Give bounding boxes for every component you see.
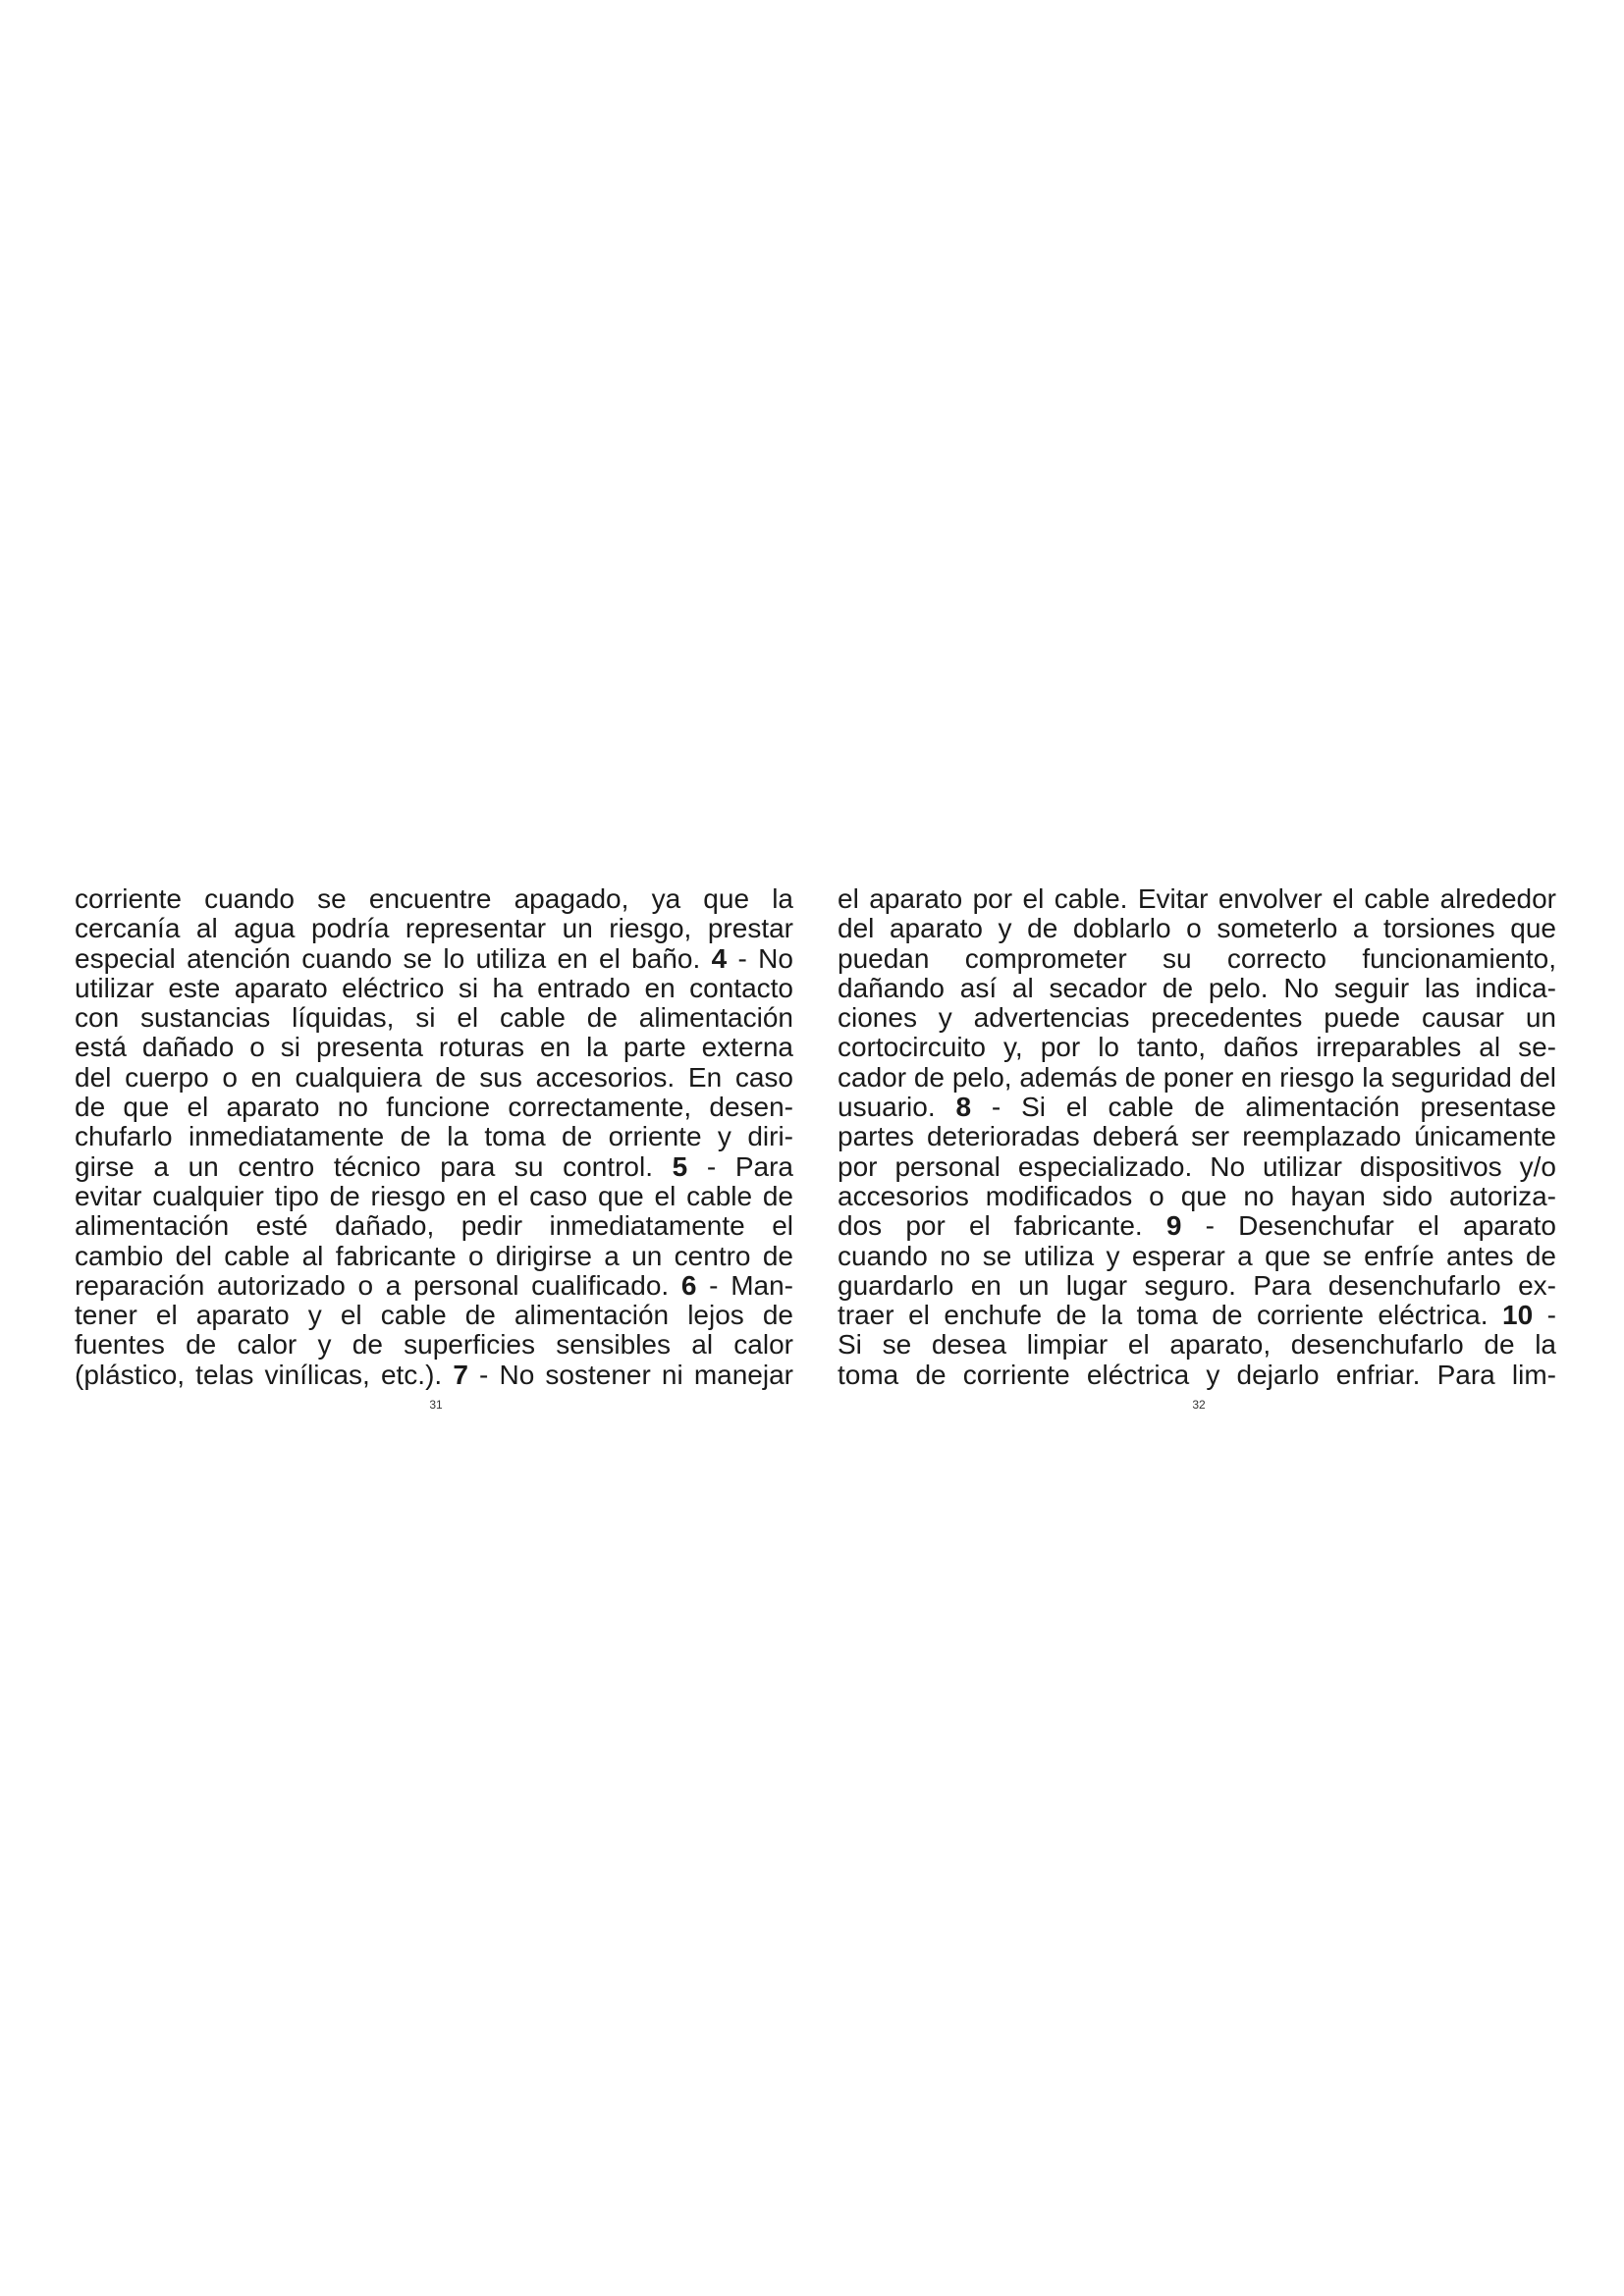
left-text-line: del cuerpo o en cualquiera de sus accesorios. En caso: [75, 1061, 793, 1093]
left-text-line: fuentes de calor y de superficies sensibles al calor: [75, 1329, 793, 1361]
right-text-line: por personal especializado. No utilizar dispositivos y/o: [838, 1150, 1556, 1182]
left-text-line: con sustancias líquidas, si el cable de alimentación: [75, 1002, 793, 1034]
right-text-line: accesorios modificados o que no hayan sido autoriza-: [838, 1180, 1556, 1211]
right-text-line: guardarlo en un lugar seguro. Para desenchufarlo ex-: [838, 1269, 1556, 1301]
right-text-line: el aparato por el cable. Evitar envolver el cable alrededor: [838, 883, 1556, 914]
left-text-line: cambio del cable al fabricante o dirigirse a un centro de: [75, 1240, 793, 1271]
right-text-line: dos por el fabricante. 9 - Desenchufar el aparato: [838, 1210, 1556, 1242]
item-number: 10: [1502, 1300, 1534, 1331]
right-text-line: Si se desea limpiar el aparato, desenchufarlo de la: [838, 1329, 1556, 1361]
left-text-line: de que el aparato no funcione correctamente, desen-: [75, 1092, 793, 1123]
right-text-line: del aparato y de doblarlo o someterlo a torsiones que: [838, 913, 1556, 944]
left-text-line: corriente cuando se encuentre apagado, ya que la: [75, 883, 793, 914]
page-number-left: 31: [429, 1398, 443, 1412]
left-text-line: evitar cualquier tipo de riesgo en el caso que el cable de: [75, 1180, 793, 1211]
right-page-text-block: [838, 884, 1556, 1390]
right-text-line: dañando así al secador de pelo. No seguir las indica-: [838, 972, 1556, 1003]
left-text-line: especial atención cuando se lo utiliza en el baño. 4 - No: [75, 942, 793, 974]
left-text-line: tener el aparato y el cable de alimentación lejos de: [75, 1300, 793, 1331]
item-number: 9: [1165, 1210, 1182, 1242]
right-text-line: cortocircuito y, por lo tanto, daños irreparables al se-: [838, 1032, 1556, 1063]
item-number: 4: [711, 942, 728, 974]
left-text-line: utilizar este aparato eléctrico si ha entrado en contacto: [75, 972, 793, 1003]
right-text-line: partes deterioradas deberá ser reemplazado únicamente: [838, 1121, 1556, 1152]
page-number-right: 32: [1192, 1398, 1206, 1412]
right-text-line: toma de corriente eléctrica y dejarlo enfriar. Para lim-: [838, 1359, 1556, 1390]
left-page-text-block: [75, 884, 793, 1390]
left-text-line: cercanía al agua podría representar un riesgo, prestar: [75, 913, 793, 944]
left-text-line: chufarlo inmediatamente de la toma de orriente y diri-: [75, 1121, 793, 1152]
left-text-line: está dañado o si presenta roturas en la parte externa: [75, 1032, 793, 1063]
item-number: 8: [955, 1092, 972, 1123]
right-text-line: cuando no se utiliza y esperar a que se enfríe antes de: [838, 1240, 1556, 1271]
item-number: 6: [680, 1269, 697, 1301]
left-text-line: (plástico, telas vinílicas, etc.). 7 - No sostener ni manejar: [75, 1359, 794, 1390]
right-text-line: usuario. 8 - Si el cable de alimentación presentase: [838, 1092, 1556, 1123]
right-text-line: ciones y advertencias precedentes puede causar un: [838, 1002, 1556, 1034]
right-text-line: puedan comprometer su correcto funcionamiento,: [838, 942, 1556, 974]
left-text-line: girse a un centro técnico para su control. 5 - Para: [75, 1150, 793, 1182]
item-number: 7: [453, 1359, 468, 1390]
right-text-line: traer el enchufe de la toma de corriente eléctrica. 10 -: [838, 1300, 1557, 1331]
left-text-line: alimentación esté dañado, pedir inmediatamente el: [75, 1210, 793, 1242]
item-number: 5: [672, 1150, 688, 1182]
left-text-line: reparación autorizado o a personal cualificado. 6 - Man-: [75, 1269, 793, 1301]
right-text-line: cador de pelo, además de poner en riesgo la seguridad del: [838, 1061, 1556, 1093]
